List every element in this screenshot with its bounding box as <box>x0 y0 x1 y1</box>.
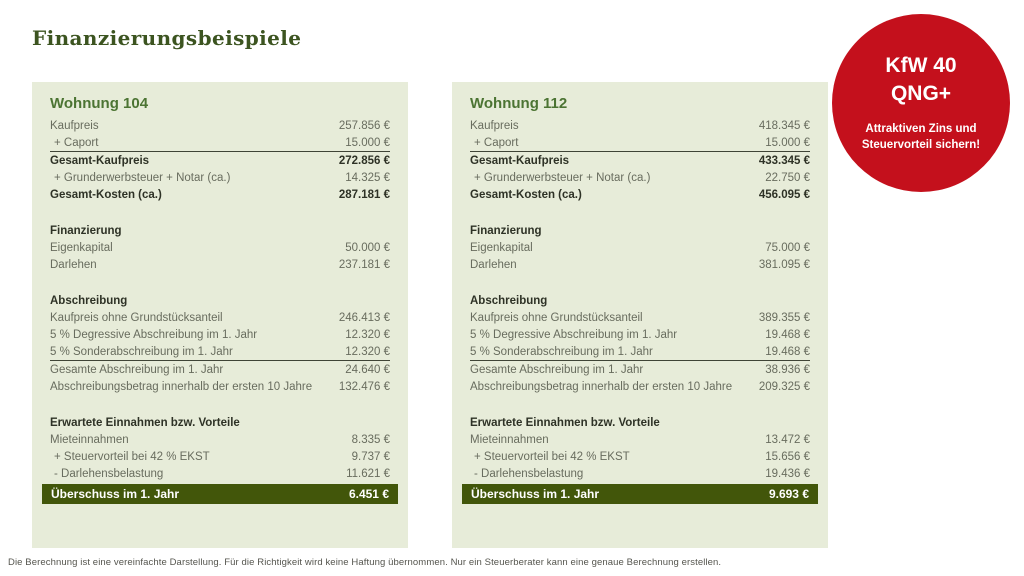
row-label: Gesamte Abschreibung im 1. Jahr <box>50 363 224 376</box>
row-value: 38.936 € <box>765 363 810 376</box>
row-label: + Grunderwerbsteuer + Notar (ca.) <box>54 171 231 184</box>
row-value: 12.320 € <box>345 345 390 358</box>
table-row <box>50 431 390 448</box>
row-value: 272.856 € <box>338 154 390 167</box>
table-row <box>470 465 810 482</box>
section-heading: Erwartete Einnahmen bzw. Vorteile <box>470 416 660 429</box>
table-row <box>50 448 390 465</box>
table-row <box>470 343 810 361</box>
row-label: 5 % Degressive Abschreibung im 1. Jahr <box>470 328 678 341</box>
row-value: 8.335 € <box>351 433 390 446</box>
financing-section <box>32 222 408 273</box>
kfw-badge <box>832 14 1010 192</box>
row-value: 19.468 € <box>765 345 810 358</box>
row-value: 19.436 € <box>765 467 810 480</box>
row-value: 24.640 € <box>345 363 390 376</box>
section-heading: Abschreibung <box>470 294 548 307</box>
row-label: Abschreibungsbetrag innerhalb der ersten 10 Jahre <box>50 380 313 393</box>
card-title: Wohnung 112 <box>470 95 568 112</box>
table-row <box>50 134 390 152</box>
table-row <box>470 186 810 203</box>
badge-line2: QNG+ <box>890 82 952 106</box>
table-row <box>470 361 810 378</box>
table-row <box>50 239 390 256</box>
financing-section <box>452 222 828 273</box>
row-value: 389.355 € <box>758 311 810 324</box>
row-label: + Grunderwerbsteuer + Notar (ca.) <box>474 171 651 184</box>
row-label: Kaufpreis ohne Grundstücksanteil <box>470 311 643 324</box>
surplus-highlight-bar <box>462 484 818 504</box>
table-row <box>470 256 810 273</box>
table-row <box>50 326 390 343</box>
row-label: Eigenkapital <box>470 241 533 254</box>
row-label: Gesamt-Kosten (ca.) <box>470 188 582 201</box>
section-heading: Erwartete Einnahmen bzw. Vorteile <box>50 416 240 429</box>
row-value: 14.325 € <box>345 171 390 184</box>
row-label: Darlehen <box>50 258 97 271</box>
table-row <box>50 309 390 326</box>
total-value: 6.451 € <box>348 487 389 501</box>
row-value: 15.000 € <box>345 136 390 149</box>
purchase-section <box>452 117 828 203</box>
row-label: Mieteinnahmen <box>50 433 129 446</box>
row-value: 50.000 € <box>345 241 390 254</box>
table-row <box>470 378 810 395</box>
total-label: Überschuss im 1. Jahr <box>471 487 600 501</box>
row-label: Abschreibungsbetrag innerhalb der ersten 10 Jahre <box>470 380 733 393</box>
table-row <box>50 152 390 169</box>
table-row <box>470 169 810 186</box>
table-row <box>470 117 810 134</box>
row-label: + Steuervorteil bei 42 % EKST <box>54 450 210 463</box>
row-label: - Darlehensbelastung <box>474 467 584 480</box>
row-value: 433.345 € <box>758 154 810 167</box>
table-row <box>470 326 810 343</box>
row-label: Darlehen <box>470 258 517 271</box>
section-heading: Finanzierung <box>470 224 542 237</box>
row-label: 5 % Sonderabschreibung im 1. Jahr <box>470 345 653 358</box>
badge-subtext: Attraktiven Zins und Steuervorteil sichern! <box>861 122 981 152</box>
table-row <box>50 169 390 186</box>
table-row <box>470 152 810 169</box>
row-label: Gesamt-Kosten (ca.) <box>50 188 162 201</box>
row-value: 246.413 € <box>338 311 390 324</box>
table-row <box>470 134 810 152</box>
row-label: 5 % Sonderabschreibung im 1. Jahr <box>50 345 233 358</box>
row-label: Kaufpreis <box>50 119 99 132</box>
badge-line1: KfW 40 <box>885 53 957 77</box>
table-row <box>470 239 810 256</box>
table-row <box>470 448 810 465</box>
total-label: Überschuss im 1. Jahr <box>51 487 180 501</box>
table-row <box>50 186 390 203</box>
row-value: 15.656 € <box>765 450 810 463</box>
table-row <box>470 309 810 326</box>
table-row <box>50 378 390 395</box>
income-section <box>452 414 828 504</box>
row-value: 132.476 € <box>338 380 390 393</box>
row-label: Mieteinnahmen <box>470 433 549 446</box>
row-value: 257.856 € <box>338 119 390 132</box>
row-value: 209.325 € <box>758 380 810 393</box>
row-value: 381.095 € <box>758 258 810 271</box>
row-label: Kaufpreis <box>470 119 519 132</box>
row-value: 19.468 € <box>765 328 810 341</box>
card-wohnung-104 <box>32 82 408 548</box>
card-wohnung-112 <box>452 82 828 548</box>
row-value: 75.000 € <box>765 241 810 254</box>
depreciation-section <box>452 292 828 395</box>
table-row <box>50 343 390 361</box>
disclaimer-text: Die Berechnung ist eine vereinfachte Darstellung. Für die Richtigkeit wird keine Haftung übernommen. Nur ein Steuerberater kann eine genaue Berechnung erstellen. <box>8 557 722 568</box>
purchase-section <box>32 117 408 203</box>
total-value: 9.693 € <box>768 487 809 501</box>
section-heading: Abschreibung <box>50 294 128 307</box>
row-value: 9.737 € <box>351 450 390 463</box>
table-row <box>50 465 390 482</box>
row-label: Gesamt-Kaufpreis <box>50 154 150 167</box>
row-value: 22.750 € <box>765 171 810 184</box>
row-label: + Steuervorteil bei 42 % EKST <box>474 450 630 463</box>
depreciation-section <box>32 292 408 395</box>
table-row <box>50 361 390 378</box>
table-row <box>470 431 810 448</box>
row-label: Gesamte Abschreibung im 1. Jahr <box>470 363 644 376</box>
row-label: + Caport <box>474 136 519 149</box>
row-value: 287.181 € <box>338 188 390 201</box>
income-section <box>32 414 408 504</box>
row-label: Kaufpreis ohne Grundstücksanteil <box>50 311 223 324</box>
row-label: Eigenkapital <box>50 241 113 254</box>
row-label: 5 % Degressive Abschreibung im 1. Jahr <box>50 328 258 341</box>
section-heading: Finanzierung <box>50 224 122 237</box>
row-value: 237.181 € <box>338 258 390 271</box>
card-title: Wohnung 104 <box>50 95 149 112</box>
row-value: 13.472 € <box>765 433 810 446</box>
row-value: 418.345 € <box>758 119 810 132</box>
row-value: 456.095 € <box>758 188 810 201</box>
row-value: 12.320 € <box>345 328 390 341</box>
table-row <box>50 117 390 134</box>
row-label: Gesamt-Kaufpreis <box>470 154 570 167</box>
surplus-highlight-bar <box>42 484 398 504</box>
page-title: Finanzierungsbeispiele <box>32 26 302 50</box>
row-value: 15.000 € <box>765 136 810 149</box>
table-row <box>50 256 390 273</box>
row-label: - Darlehensbelastung <box>54 467 164 480</box>
row-label: + Caport <box>54 136 99 149</box>
row-value: 11.621 € <box>346 467 390 480</box>
